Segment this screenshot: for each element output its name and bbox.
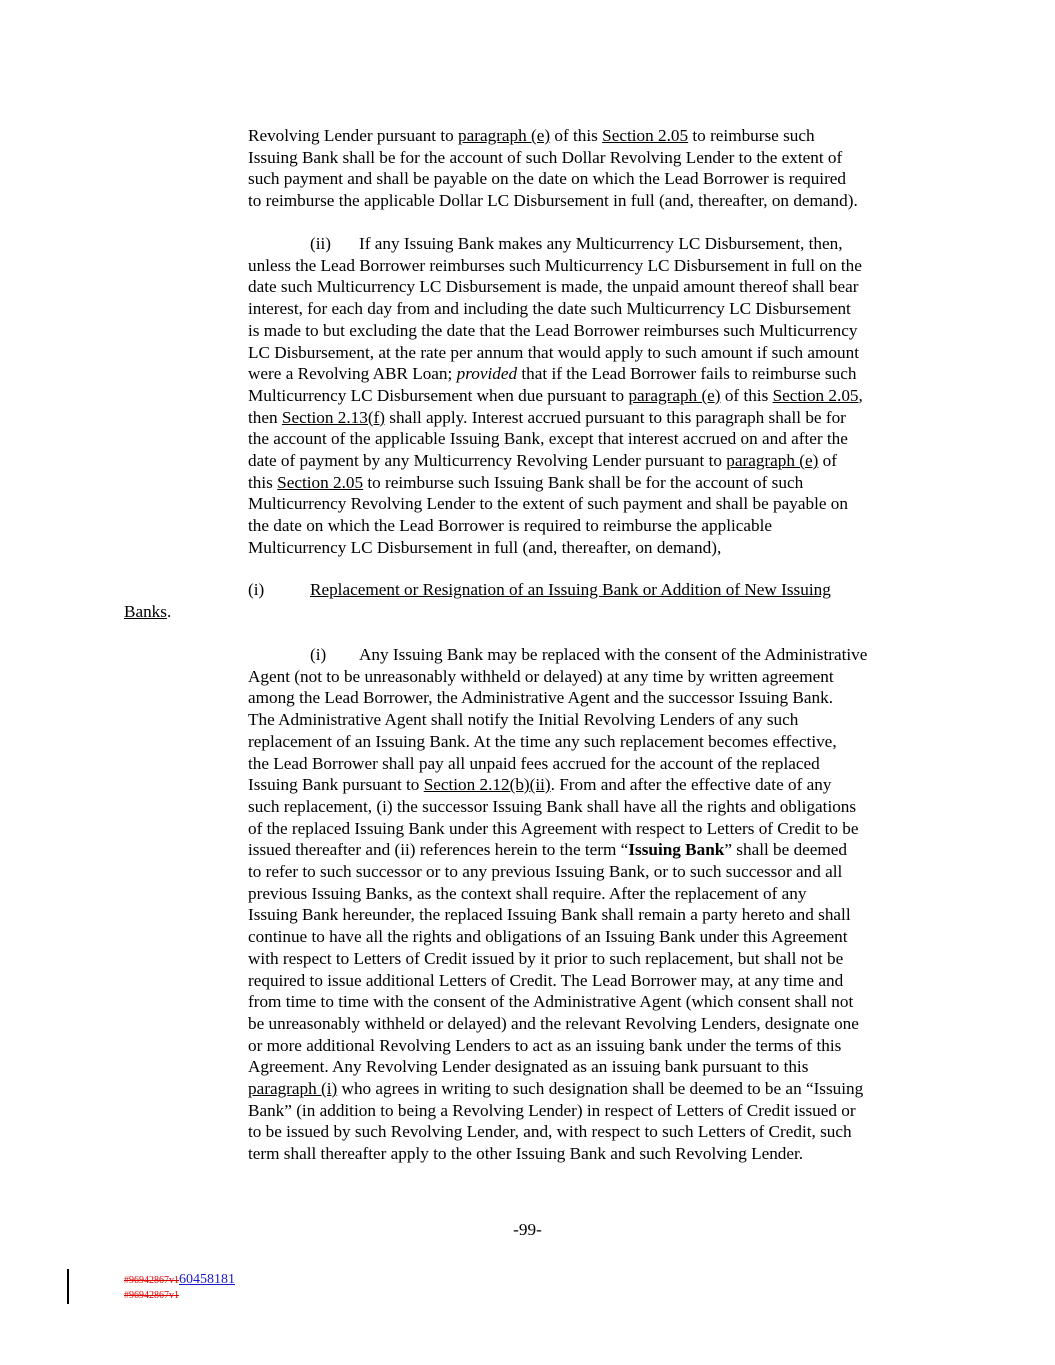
revision-bar xyxy=(67,1269,69,1304)
document-id xyxy=(124,1272,235,1289)
heading-number: (i) xyxy=(248,580,265,599)
document-id-old: #96942867v1 xyxy=(124,1275,179,1286)
paragraph-ii: (ii) If any Issuing Bank makes any Multicurrency LC Disbursement, then, unless the Lead Borrower reimburses such Multicurrency LC Disbursement in full on the date such Multicurrency LC Disbursement is made, the unpaid amount thereof shall bear interest, for each day from and including the date such Multicurrency LC Disbursement is made to but excluding the date that the Lead Borrower reimburses such Multicurrency LC Disbursement, at the rate per annum that would apply to such amount if such amount were a Revolving ABR Loan; provided that if the Lead Borrower fails to reimburse such Multicurrency LC Disbursement when due pursuant to paragraph (e) of this Section 2.05, then Section 2.13(f) shall apply. Interest accrued pursuant to this paragraph shall be for the account of the applicable Issuing Bank, except that interest accrued on and after the date of payment by any Multicurrency Revolving Lender pursuant to paragraph (e) of this Section 2.05 to reimburse such Issuing Bank shall be for the account of such Multicurrency Revolving Lender to the extent of such payment and shall be payable on the date on which the Lead Borrower is required to reimburse the applicable Multicurrency LC Disbursement in full (and, thereafter, on demand), xyxy=(248,234,863,557)
paragraph-i-replacement: (i) Any Issuing Bank may be replaced with the consent of the Administrative Agent (not to be unreasonably withheld or delayed) at any time by written agreement among the Lead Borrower, the Administrative Agent and the successor Issuing Bank. The Administrative Agent shall notify the Initial Revolving Lenders of any such replacement of an Issuing Bank. At the time any such replacement becomes effective, the Lead Borrower shall pay all unpaid fees accrued for the account of the replaced Issuing Bank pursuant to Section 2.12(b)(ii). From and after the effective date of any such replacement, (i) the successor Issuing Bank shall have all the rights and obligations of the replaced Issuing Bank under this Agreement with respect to Letters of Credit to be issued thereafter and (ii) references herein to the term “Issuing Bank” shall be deemed to refer to such successor or to any previous Issuing Bank, or to such successor and all previous Issuing Banks, as the context shall require. After the replacement of any Issuing Bank hereunder, the replaced Issuing Bank shall remain a party hereto and shall continue to have all the rights and obligations of an Issuing Bank under this Agreement with respect to Letters of Credit issued by it prior to such replacement, but shall not be required to issue additional Letters of Credit. The Lead Borrower may, at any time and from time to time with the consent of the Administrative Agent (which consent shall not be unreasonably withheld or delayed) and the relevant Revolving Lenders, designate one or more additional Revolving Lenders to act as an issuing bank under the terms of this Agreement. Any Revolving Lender designated as an issuing bank pursuant to this paragraph (i) who agrees in writing to such designation shall be deemed to be an “Issuing Bank” (in addition to being a Revolving Lender) in respect of Letters of Credit issued or to be issued by such Revolving Lender, and, with respect to such Letters of Credit, such term shall thereafter apply to the other Issuing Bank and such Revolving Lender. xyxy=(248,645,868,1164)
paragraph-continuation: Revolving Lender pursuant to paragraph (e) of this Section 2.05 to reimburse such Issuing Bank shall be for the account of such Dollar Revolving Lender to the extent of such payment and shall be payable on the date on which the Lead Borrower is required to reimburse the applicable Dollar LC Disbursement in full (and, thereafter, on demand). xyxy=(248,126,858,211)
section-2-05-link: Section 2.05 xyxy=(602,126,689,145)
paragraph-ii-number: (ii) xyxy=(310,234,331,253)
page-number: -99- xyxy=(513,1220,542,1239)
document-id-old-deleted: #96942867v1 xyxy=(124,1290,179,1301)
section-heading-i xyxy=(248,579,831,601)
heading-title: Replacement or Resignation of an Issuing Bank or Addition of New Issuing xyxy=(310,580,831,599)
section-heading-continuation: Banks. xyxy=(124,602,172,621)
document-id-current: 60458181 xyxy=(179,1272,235,1287)
paragraph-i-number: (i) xyxy=(310,645,327,664)
paragraph-e-link: paragraph (e) xyxy=(458,126,551,145)
